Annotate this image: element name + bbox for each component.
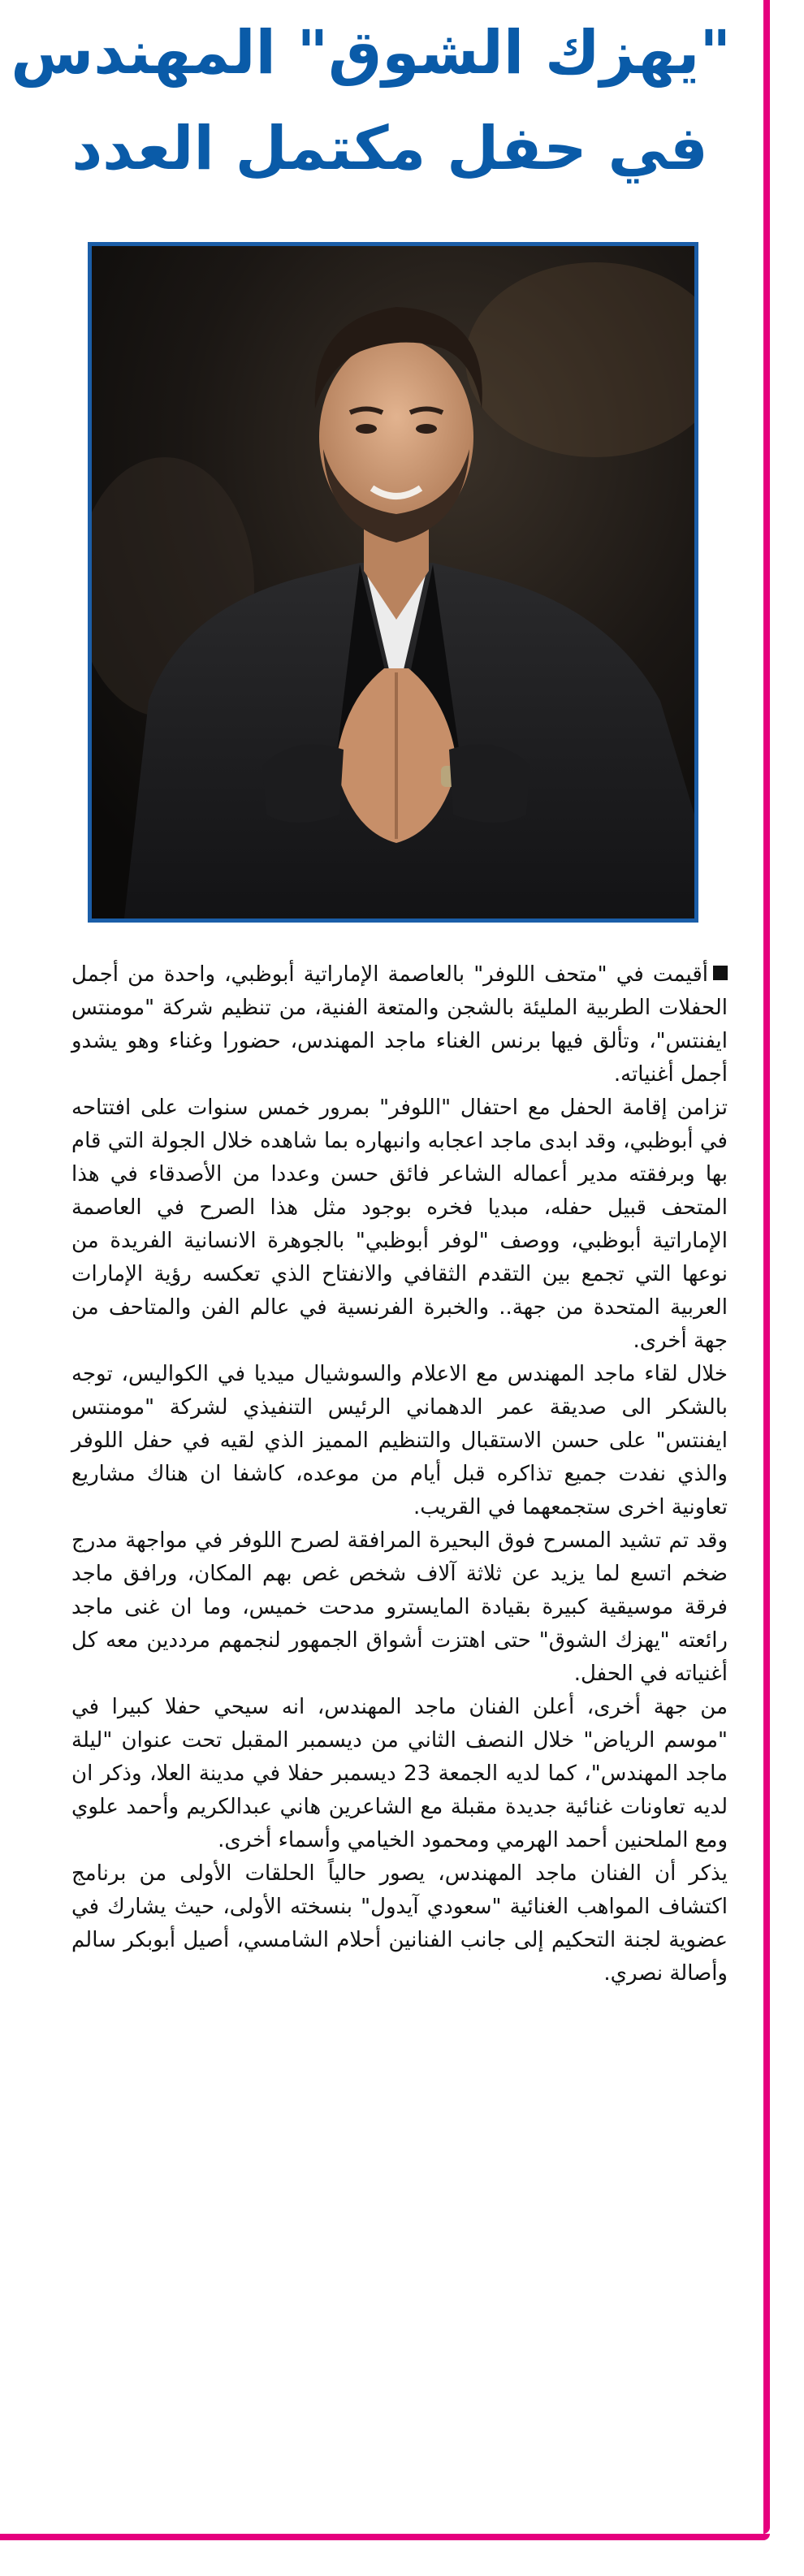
singer-photo (88, 242, 698, 923)
article-paragraph-4: وقد تم تشيد المسرح فوق البحيرة المرافقة لصرح اللوفر في مواجهة مدرج ضخم اتسع لما يزيد عن ثلاثة آلاف شخص غص بهم المكان، ورافق ماجد فرقة موسيقية كبيرة بقيادة المايسترو مدحت خميس، وما ان غنى ماجد رائعته "يهزك الشوق" حتى اهتزت أشواق الجمهور لنجمهم مرددين معه كل أغنياته في الحفل. (71, 1528, 728, 1686)
article-paragraph-5: من جهة أخرى، أعلن الفنان ماجد المهندس، انه سيحي حفلا كبيرا في "موسم الرياض" خلال النصف الثاني من ديسمبر المقبل تحت عنوان "ليلة ماجد المهندس"، كما لديه الجمعة 23 ديسمبر حفلا في مدينة العلا، وذكر ان لديه تعاونات غنائية جديدة مقبلة مع الشاعرين هاني عبدالكريم وأحمد علوي ومع الملحنين أحمد الهرمي ومحمود الخيامي وأسماء أخرى. (71, 1695, 728, 1852)
article-paragraph-2: تزامن إقامة الحفل مع احتفال "اللوفر" بمرور خمس سنوات على افتتاحه في أبوظبي، وقد ابدى ماجد اعجابه وانبهاره بما شاهده خلال الجولة التي قام بها وبرفقته مدير أعماله الشاعر فائق حسن وعددا من الأصدقاء في هذا المتحف قبيل حفله، مبديا فخره بوجود مثل هذا الصرح في العاصمة الإماراتية أبوظبي، ووصف "لوفر أبوظبي" بالجوهرة الانسانية الفريدة من نوعها التي تجمع بين التقدم الثقافي والانفتاح الذي تعكسه رؤية الإمارات العربية المتحدة من جهة.. والخبرة الفرنسية في عالم الفن والمتاحف من جهة أخرى. (71, 1096, 728, 1353)
article-paragraph-1: أقيمت في "متحف اللوفر" بالعاصمة الإماراتية أبوظبي، واحدة من أجمل الحفلات الطربية المليئة بالشجن والمتعة الفنية، من تنظيم شركة "مومنتس ايفنتس"، وتألق فيها برنس الغناء ماجد المهندس، حضورا وغناء وهو يشدو أجمل أغنياته. (71, 962, 728, 1087)
page-frame-bottom (0, 2534, 770, 2540)
headline-line-2: في حفل مكتمل العدد (71, 114, 708, 184)
paragraph-bullet-icon (713, 966, 728, 980)
headline (11, 5, 731, 197)
article-paragraph-6: يذكر أن الفنان ماجد المهندس، يصور حالياً الحلقات الأولى من برنامج اكتشاف المواهب الغنائية "سعودي آيدول" بنسخته الأولى، حيث يشارك في عضوية لجنة التحكيم إلى جانب الفنانين أحلام الشامسي، أصيل أبوبكر سالم وأصالة نصري. (71, 1861, 728, 1986)
page-frame-right (763, 0, 770, 2534)
article-paragraph-3: خلال لقاء ماجد المهندس مع الاعلام والسوشيال ميديا في الكواليس، توجه بالشكر الى صديقة عمر الدهماني الرئيس التنفيذي لشركة "مومنتس ايفنتس" على حسن الاستقبال والتنظيم المميز الذي لقيه في حفل اللوفر والذي نفدت جميع تذاكره قبل أيام من موعده، كاشفا ان هناك مشاريع تعاونية اخرى ستجمعهما في القريب. (71, 1362, 728, 1519)
headline-line-1: "يهزك الشوق" المهندس (11, 18, 731, 88)
singer-portrait-image (92, 246, 694, 918)
article-body (71, 958, 728, 1990)
